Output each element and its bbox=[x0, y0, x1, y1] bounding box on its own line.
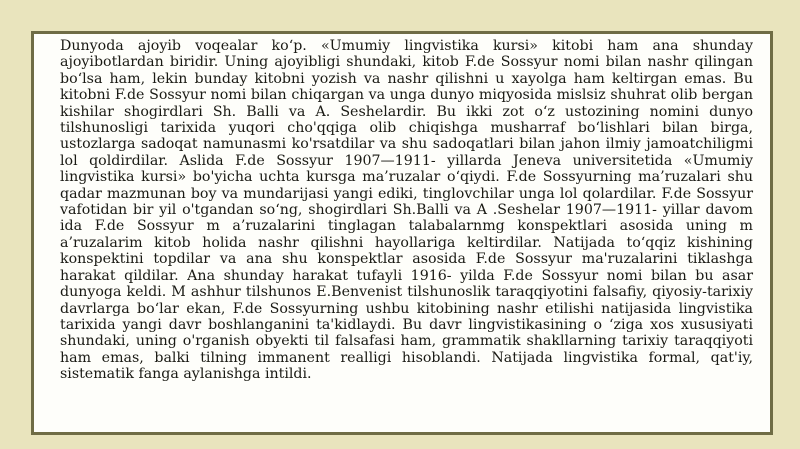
body-paragraph: Dunyoda ajoyib voqealar ko‘p. «Umumiy lingvistika kursi» kitobi ham ana shunday ajoyibotlardan biridir. Uning ajoyibligi shundaki, kitob F.de Sossyur nomi bilan nashr qilingan bo‘lsa ham, lekin bunday kitobni yozish va nashr qilishni u xayolga ham keltirgan emas. Bu kitobni F.de Sossyur nomi bilan chiqargan va unga dunyo miqyosida mislsiz shuhrat olib bergan kishilar shogirdlari Sh. Balli va A. Seshelardir. Bu ikki zot o‘z ustozining nomini dunyo tilshunosligi tarixida yuqori cho'qqiga olib chiqishga musharraf bo‘lishlari bilan birga, ustozlarga sadoqat namunasmi ko'rsatdilar va shu sadoqatlari bilan jahon ilmiy jamoatchiligmi lol qoldirdilar. Aslida F.de Sossyur 1907—1911- yillarda Jeneva universitetida «Umumiy lingvistika kursi» bo'yicha uchta kursga ma’ruzalar o‘qiydi. F.de Sossyurning ma’ruzalari shu qadar mazmunan boy va mundarijasi yangi ediki, tinglovchilar unga lol qolardilar. F.de Sossyur vafotidan bir yil o'tgandan so‘ng, shogirdlari Sh.Balli va A .Seshelar 1907—1911- yillar davom ida F.de Sossyur m a’ruzalarini tinglagan talabalarnmg konspektlari asosida uning m a’ruzalarim kitob holida nashr qilishni hayollariga keltirdilar. Natijada to‘qqiz kishining konspektini topdilar va ana shu konspektlar asosida F.de Sossyur ma'ruzalarini tiklashga harakat qildilar. Ana shunday harakat tufayli 1916- yilda F.de Sossyur nomi bilan bu asar dunyoga keldi. M ashhur tilshunos E.Benvenist tilshunoslik taraqqiyotini falsafiy, qiyosiy-tarixiy davrlarga bo‘lar ekan, F.de Sossyurning ushbu kitobining nashr etilishi natijasida lingvistika tarixida yangi davr boshlanganini ta'kidlaydi. Bu davr lingvistikasining o ‘ziga xos xususiyati shundaki, uning o'rganish obyekti til falsafasi ham, grammatik shakllarning tarixiy taraqqiyoti ham emas, balki tilning immanent realligi hisoblandi. Natijada lingvistika formal, qat'iy, sistematik fanga aylanishga intildi. bbox=[60, 38, 753, 383]
slide-frame bbox=[31, 31, 773, 435]
